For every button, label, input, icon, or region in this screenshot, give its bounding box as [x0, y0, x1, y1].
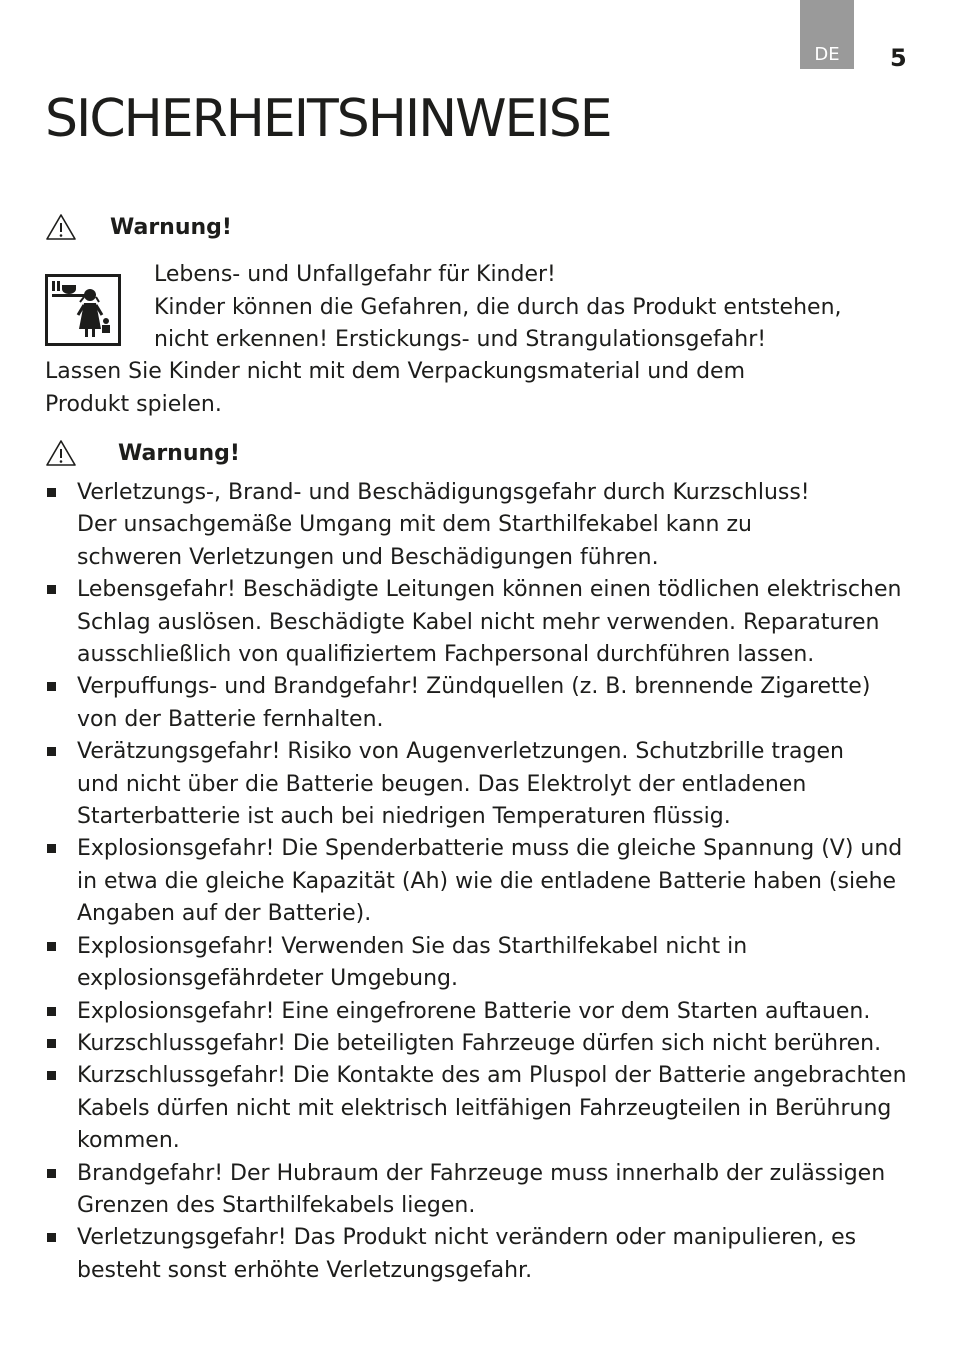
warning-label: Warnung!	[118, 440, 240, 466]
bullet-square-icon	[47, 585, 56, 594]
bullet-square-icon	[47, 488, 56, 497]
warning1-line: nicht erkennen! Erstickungs- und Strangulationsgefahr!	[154, 327, 767, 352]
list-item-text: Verpuffungs- und Brandgefahr! Zündquellen (z. B. brennende Zigarette) von der Batterie fernhalten.	[77, 674, 871, 732]
list-item-text: Lebensgefahr! Beschädigte Leitungen können einen tödlichen elektrischen Schlag auslösen. Beschädigte Kabel nicht mehr verwenden. Reparaturen ausschließlich von qualifiziertem Fachpersonal durchführen lassen.	[77, 577, 902, 668]
list-item	[45, 477, 837, 574]
warning1-paragraph: Lassen Sie Kinder nicht mit dem Verpackungsmaterial und dem Produkt spielen.	[45, 359, 745, 417]
list-item-text: Explosionsgefahr! Die Spenderbatterie muss die gleiche Spannung (V) und in etwa die gleiche Kapazität (Ah) wie die entladene Batterie haben (siehe Angaben auf der Batterie).	[77, 836, 903, 927]
bullet-square-icon	[47, 1233, 56, 1242]
language-tab	[800, 0, 854, 69]
page-number: 5	[890, 44, 907, 72]
bullet-square-icon	[47, 844, 56, 853]
list-item	[45, 1060, 954, 1157]
list-item-text: Brandgefahr! Der Hubraum der Fahrzeuge muss innerhalb der zulässigen Grenzen des Starthilfekabels liegen.	[77, 1160, 886, 1218]
warning1-line: Kinder können die Gefahren, die durch das Produkt entstehen,	[154, 294, 842, 320]
list-item-text: Kurzschlussgefahr! Die beteiligten Fahrzeuge dürfen sich nicht berühren.	[77, 1030, 882, 1056]
bullet-square-icon	[47, 1169, 56, 1178]
warning-triangle-icon	[45, 213, 77, 241]
bullet-square-icon	[47, 1071, 56, 1080]
bullet-square-icon	[47, 942, 56, 951]
bullet-square-icon	[47, 682, 56, 691]
warning1-lines	[154, 259, 914, 357]
language-label: DE	[814, 44, 840, 65]
list-item	[45, 996, 954, 1028]
list-item	[45, 736, 867, 833]
list-item	[45, 671, 907, 736]
list-item	[45, 833, 907, 930]
warning1-line: Lebens- und Unfallgefahr für Kinder!	[154, 262, 556, 287]
warning-heading-2	[45, 439, 240, 467]
warning-heading-1	[45, 213, 232, 241]
safety-list	[45, 477, 925, 1287]
bullet-square-icon	[47, 747, 56, 756]
bullet-square-icon	[47, 1007, 56, 1016]
list-item	[45, 931, 817, 996]
child-danger-icon	[45, 274, 121, 346]
list-item-text: Verätzungsgefahr! Risiko von Augenverletzungen. Schutzbrille tragen und nicht über die Batterie beugen. Das Elektrolyt der entladenen Starterbatterie ist auch bei niedrigen Temperaturen flüssig.	[77, 739, 844, 830]
list-item	[45, 574, 907, 671]
list-item-text: Kurzschlussgefahr! Die Kontakte des am Pluspol der Batterie angebrachten Kabels dürfen nicht mit elektrisch leitfähigen Fahrzeugteilen in Berührung kommen.	[77, 1063, 907, 1154]
page-title: SICHERHEITSHINWEISE	[45, 89, 611, 149]
list-item-text: Explosionsgefahr! Verwenden Sie das Starthilfekabel nicht in explosionsgefährdeter Umgebung.	[77, 933, 748, 992]
list-item-text: Explosionsgefahr! Eine eingefrorene Batterie vor dem Starten auftauen.	[77, 998, 871, 1024]
warning-label: Warnung!	[110, 214, 232, 240]
list-item-text: Verletzungs-, Brand- und Beschädigungsgefahr durch Kurzschluss! Der unsachgemäße Umgang mit dem Starthilfekabel kann zu schweren Verletzungen und Beschädigungen führen.	[77, 480, 810, 570]
bullet-square-icon	[47, 1039, 56, 1048]
list-item-text: Verletzungsgefahr! Das Produkt nicht verändern oder manipulieren, es besteht sonst erhöhte Verletzungsgefahr.	[77, 1225, 857, 1283]
list-item	[45, 1028, 954, 1060]
list-item	[45, 1222, 867, 1287]
list-item	[45, 1158, 927, 1223]
warning-triangle-icon	[45, 439, 77, 467]
